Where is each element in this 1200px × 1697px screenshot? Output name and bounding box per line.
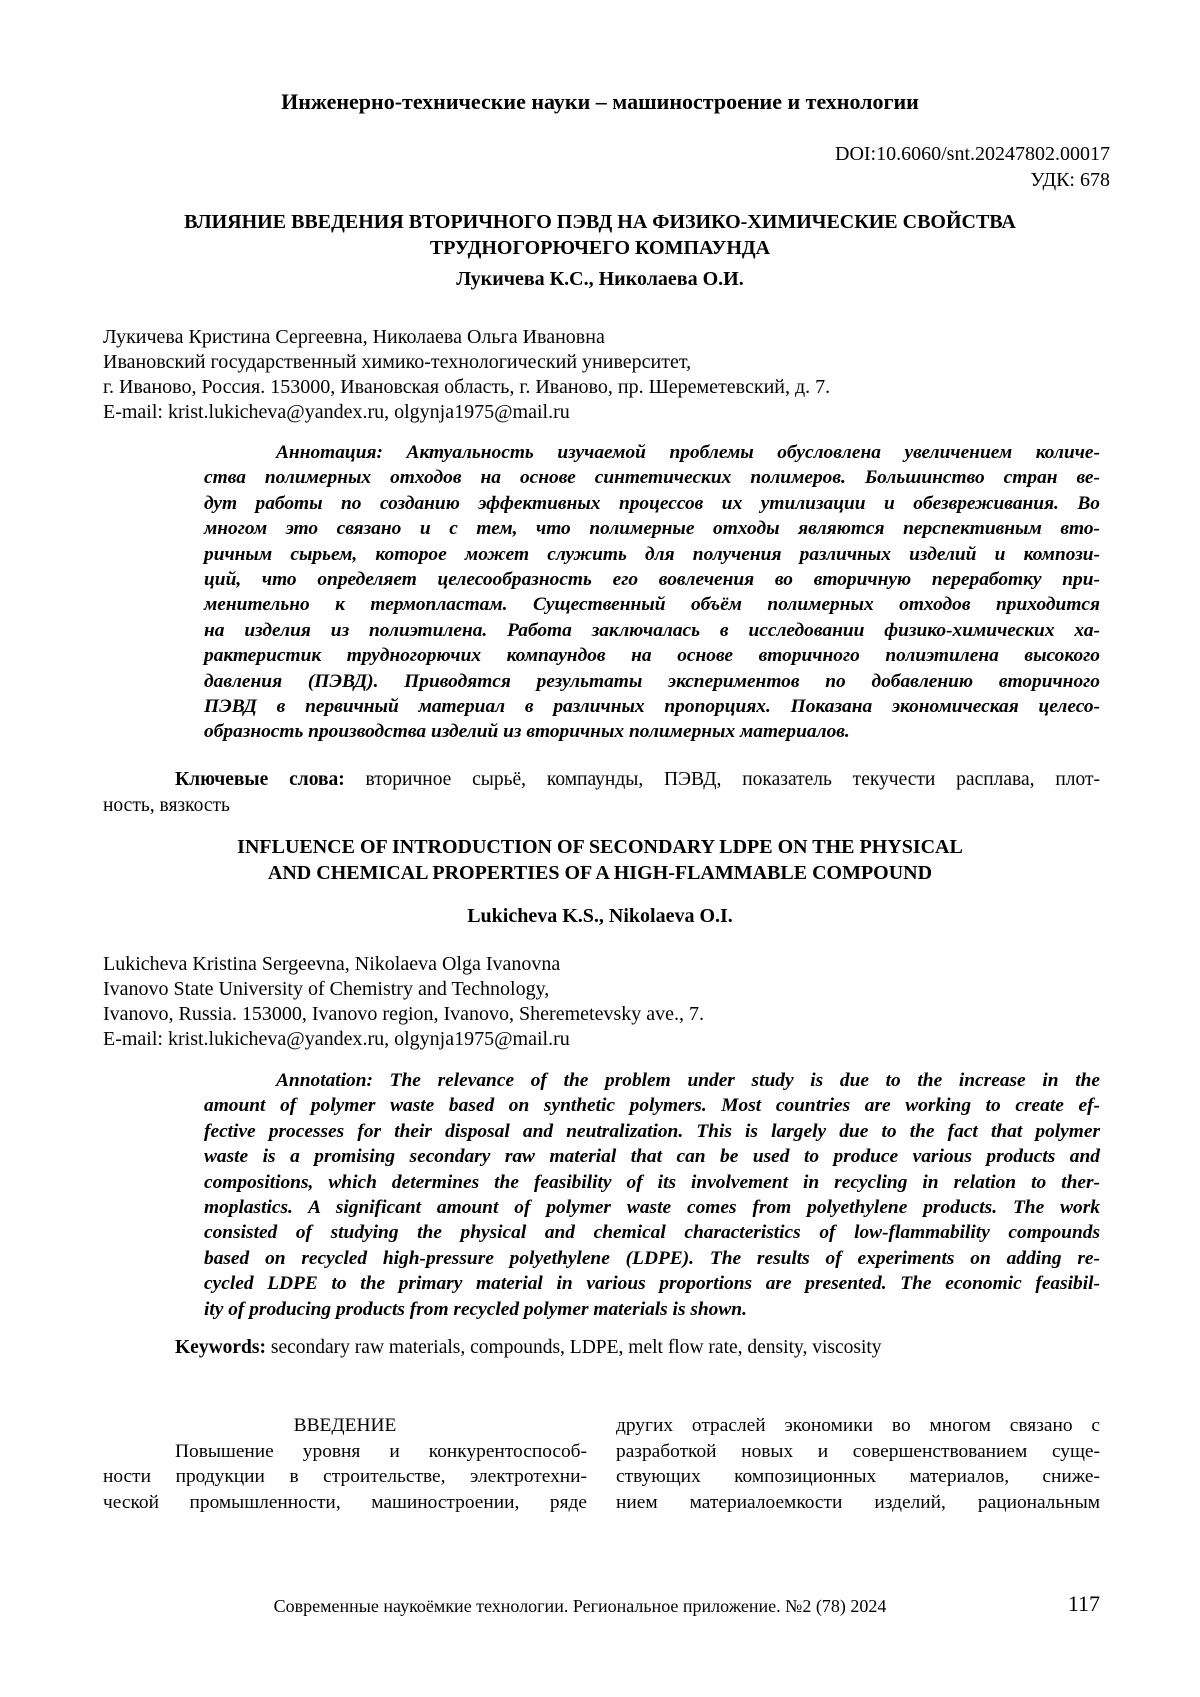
ru-abstract bbox=[204, 440, 1100, 745]
ru-abstract-line: образность производства изделий из вторичных полимерных материалов. bbox=[204, 721, 850, 743]
en-affiliation-line: E-mail: krist.lukicheva@yandex.ru, olgynja1975@mail.ru bbox=[103, 1028, 570, 1050]
body-line: ствующих композиционных материалов, сниже- bbox=[616, 1466, 1100, 1487]
en-abstract-line: cycled LDPE to the primary material in various proportions are presented. The economic feasibil- bbox=[204, 1273, 1100, 1295]
body-line: других отраслей экономики во многом связано с bbox=[616, 1415, 1100, 1436]
en-authors: Lukicheva K.S., Nikolaeva O.I. bbox=[467, 905, 733, 927]
en-abstract-line: compositions, which determines the feasibility of its involvement in recycling in relation to ther- bbox=[204, 1171, 1100, 1193]
en-keywords-text: secondary raw materials, compounds, LDPE, melt flow rate, density, viscosity bbox=[266, 1337, 882, 1358]
body-column-left bbox=[103, 1413, 587, 1515]
ru-abstract-line: давления (ПЭВД). Приводятся результаты экспериментов по добавлению вторичного bbox=[204, 670, 1100, 692]
body-column-right bbox=[616, 1413, 1100, 1515]
ru-authors: Лукичева К.С., Николаева О.И. bbox=[456, 268, 744, 290]
ru-title-line: ВЛИЯНИЕ ВВЕДЕНИЯ ВТОРИЧНОГО ПЭВД НА ФИЗИКО-ХИМИЧЕСКИЕ СВОЙСТВА bbox=[184, 211, 1016, 233]
ru-abstract-line: ричным сырьем, которое может служить для получения различных изделий и компози- bbox=[204, 543, 1100, 565]
ru-affiliation-line: Лукичева Кристина Сергеевна, Николаева Ольга Ивановна bbox=[103, 326, 605, 348]
en-affiliation-line: Ivanovo, Russia. 153000, Ivanovo region, Ivanovo, Sheremetevsky ave., 7. bbox=[103, 1003, 704, 1025]
ru-keywords-label: Ключевые слова: bbox=[175, 769, 345, 790]
ru-abstract-line: ций, что определяет целесообразность его вовлечения во вторичную переработку при- bbox=[204, 569, 1100, 591]
journal-section-heading: Инженерно-технические науки – машиностроение и технологии bbox=[281, 89, 919, 114]
ru-abstract-line: ПЭВД в первичный материал в различных пропорциях. Показана экономическая целесо- bbox=[204, 696, 1100, 718]
ru-affiliation-line: г. Иваново, Россия. 153000, Ивановская область, г. Иваново, пр. Шереметевский, д. 7. bbox=[103, 376, 831, 398]
body-line: нием материалоемкости изделий, рациональным bbox=[616, 1491, 1100, 1513]
ru-title bbox=[100, 209, 1100, 261]
ru-abstract-line: многом это связано и с тем, что полимерные отходы являются перспективным вто- bbox=[204, 518, 1100, 540]
ru-abstract-line: Аннотация: Актуальность изучаемой проблемы обусловлена увеличением количе- bbox=[276, 442, 1100, 463]
page-number: 117 bbox=[1067, 1591, 1100, 1616]
ru-abstract-line: рактеристик трудногорючих компаундов на основе вторичного полиэтилена высокого bbox=[204, 645, 1100, 667]
en-abstract bbox=[204, 1068, 1100, 1322]
ru-abstract-line: дут работы по созданию эффективных процессов их утилизации и обезвреживания. Во bbox=[204, 492, 1100, 514]
en-abstract-line: moplastics. A significant amount of polymer waste comes from polyethylene products. The work bbox=[204, 1197, 1100, 1219]
ru-affiliation-line: E-mail: krist.lukicheva@yandex.ru, olgynja1975@mail.ru bbox=[103, 401, 570, 423]
ru-affiliation-line: Ивановский государственный химико-технологический университет, bbox=[103, 351, 692, 373]
en-abstract-line: amount of polymer waste based on synthetic polymers. Most countries are working to create ef- bbox=[204, 1095, 1100, 1117]
body-line: ческой промышленности, машиностроении, ряде bbox=[103, 1491, 587, 1513]
ru-title-line: ТРУДНОГОРЮЧЕГО КОМПАУНДА bbox=[429, 237, 771, 259]
article-identifiers bbox=[835, 141, 1110, 193]
en-abstract-line: Annotation: The relevance of the problem under study is due to the increase in the bbox=[276, 1070, 1100, 1091]
body-line: разработкой новых и совершенствованием суще- bbox=[616, 1440, 1100, 1462]
body-line: ности продукции в строительстве, электротехни- bbox=[103, 1466, 587, 1487]
ru-keywords-text: вторичное сырьё, компаунды, ПЭВД, показатель текучести расплава, плот- bbox=[344, 769, 1100, 790]
en-abstract-line: based on recycled high-pressure polyethylene (LDPE). The results of experiments on adding re- bbox=[204, 1247, 1100, 1269]
ru-keywords-text: ность, вязкость bbox=[103, 795, 230, 816]
body-line: Повышение уровня и конкурентоспособ- bbox=[175, 1440, 587, 1462]
ru-abstract-line: менительно к термопластам. Существенный объём полимерных отходов приходится bbox=[204, 594, 1100, 616]
doi: DOI:10.6060/snt.20247802.00017 bbox=[835, 143, 1110, 165]
en-affiliation-line: Lukicheva Kristina Sergeevna, Nikolaeva Olga Ivanovna bbox=[103, 953, 561, 975]
en-title bbox=[100, 834, 1100, 886]
ru-abstract-line: ства полимерных отходов на основе синтетических полимеров. Большинство стран ве- bbox=[204, 467, 1100, 489]
en-abstract-line: ity of producing products from recycled polymer materials is shown. bbox=[204, 1298, 747, 1320]
footer-journal-title: Современные наукоёмкие технологии. Региональное приложение. №2 (78) 2024 bbox=[273, 1596, 887, 1616]
intro-heading: ВВЕДЕНИЕ bbox=[293, 1415, 397, 1436]
udc: УДК: 678 bbox=[1030, 169, 1110, 191]
en-affiliation-line: Ivanovo State University of Chemistry and Technology, bbox=[103, 978, 550, 1000]
en-keywords bbox=[103, 1335, 1100, 1361]
ru-keywords bbox=[103, 767, 1100, 819]
en-abstract-line: waste is a promising secondary raw material that can be used to produce various products and bbox=[204, 1146, 1100, 1168]
ru-abstract-line: на изделия из полиэтилена. Работа заключалась в исследовании физико-химических ха- bbox=[204, 619, 1100, 641]
en-abstract-line: fective processes for their disposal and neutralization. This is largely due to the fact that polymer bbox=[204, 1120, 1100, 1142]
en-affiliation bbox=[103, 952, 1103, 1052]
en-title-line: INFLUENCE OF INTRODUCTION OF SECONDARY LDPE ON THE PHYSICAL bbox=[237, 836, 963, 858]
en-title-line: AND CHEMICAL PROPERTIES OF A HIGH-FLAMMABLE COMPOUND bbox=[267, 862, 933, 884]
en-abstract-line: consisted of studying the physical and chemical characteristics of low-flammability compounds bbox=[204, 1222, 1100, 1244]
ru-affiliation bbox=[103, 325, 1103, 425]
en-keywords-label: Keywords: bbox=[175, 1337, 266, 1358]
